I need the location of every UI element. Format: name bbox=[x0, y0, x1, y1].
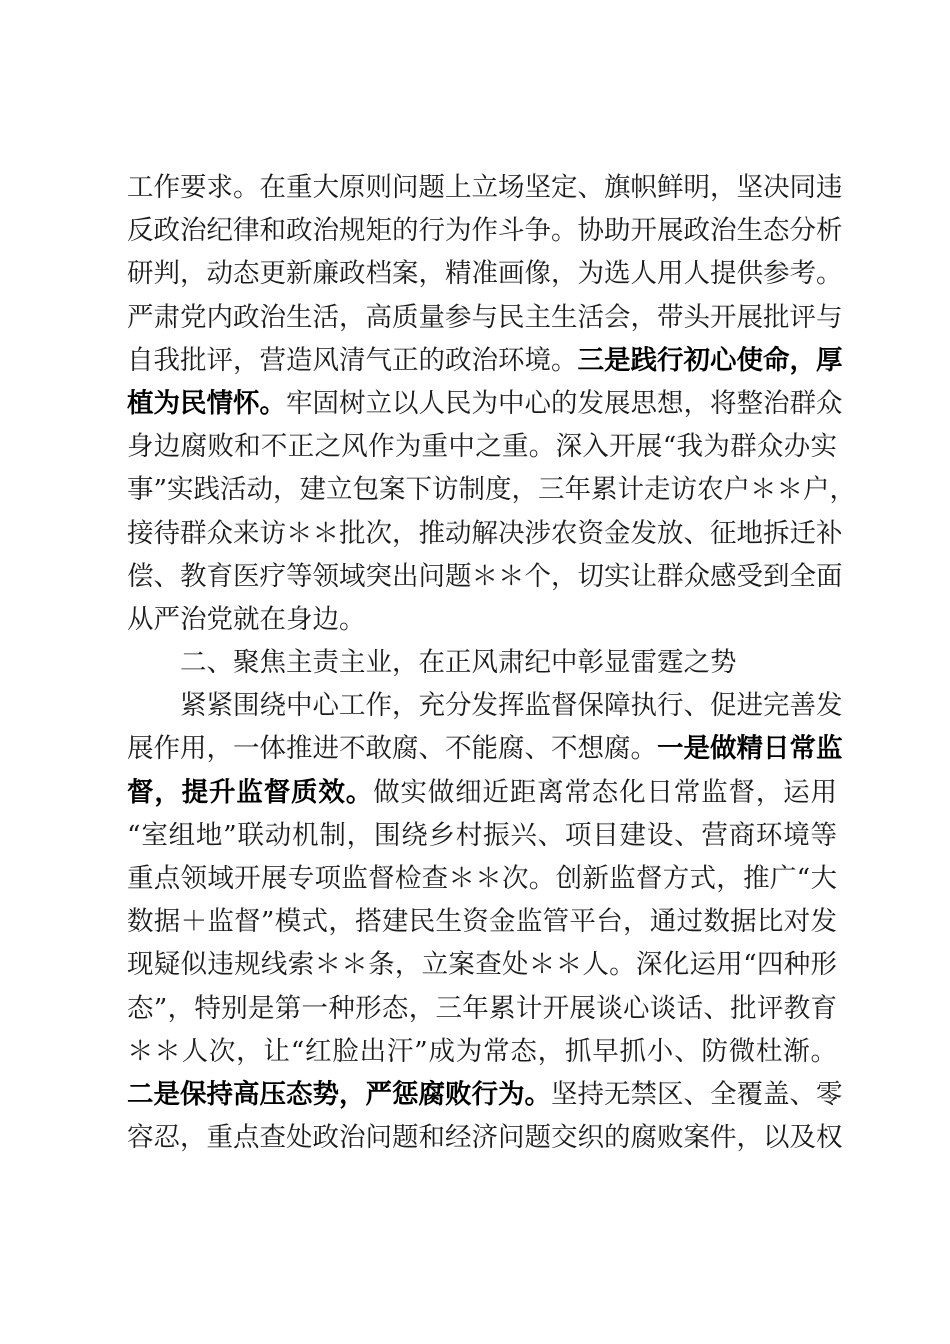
text-line: 严肃党内政治生活，高质量参与民主生活会，带头开展批评与 bbox=[127, 301, 843, 333]
bold-heading-san: 三是践行初心使命，厚 bbox=[577, 344, 843, 376]
section-heading: 二、聚焦主责主业，在正风肃纪中彰显雷霆之势 bbox=[180, 647, 737, 679]
text-line: 数据＋监督”模式，搭建民生资金监管平台，通过数据比对发 bbox=[127, 906, 837, 938]
text-line: 接待群众来访＊＊批次，推动解决涉农资金发放、征地拆迁补 bbox=[127, 517, 843, 549]
text-line: 督，提升监督质效。做实做细近距离常态化日常监督，运用 bbox=[127, 776, 838, 808]
text-line: 重点领域开展专项监督检查＊＊次。创新监督方式，推广“大 bbox=[127, 863, 837, 894]
text-line: 反政治纪律和政治规矩的行为作斗争。协助开展政治生态分析 bbox=[127, 215, 843, 247]
text-line: 身边腐败和不正之风作为重中之重。深入开展“我为群众办实 bbox=[127, 431, 837, 463]
text-line: 从严治党就在身边。 bbox=[127, 603, 366, 635]
text-line: 二是保持高压态势，严惩腐败行为。坚持无禁区、全覆盖、零 bbox=[127, 1078, 843, 1110]
text-line: 现疑似违规线索＊＊条，立案查处＊＊人。深化运用“四种形 bbox=[127, 949, 837, 981]
text-line: 研判，动态更新廉政档案，精准画像，为选人用人提供参考。 bbox=[127, 258, 843, 290]
bold-heading-san-cont: 植为民情怀。 bbox=[127, 387, 286, 419]
text-line: 植为民情怀。牢固树立以人民为中心的发展思想，将整治群众 bbox=[127, 387, 843, 419]
bold-heading-yi: 一是做精日常监 bbox=[657, 733, 843, 765]
bold-heading-er: 二是保持高压态势，严惩腐败行为。 bbox=[127, 1078, 551, 1110]
text-line: 事”实践活动，建立包案下访制度，三年累计走访农户＊＊户， bbox=[127, 474, 857, 506]
text-line: ＊＊人次，让“红脸出汗”成为常态，抓早抓小、防微杜渐。 bbox=[127, 1035, 837, 1067]
text-line: 容忍，重点查处政治问题和经济问题交织的腐败案件，以及权 bbox=[127, 1122, 843, 1154]
text-line: 工作要求。在重大原则问题上立场坚定、旗帜鲜明，坚决同违 bbox=[127, 172, 843, 203]
text-line: 展作用，一体推进不敢腐、不能腐、不想腐。一是做精日常监 bbox=[127, 733, 843, 765]
document-body bbox=[127, 166, 857, 1159]
text-line: “室组地”联动机制，围绕乡村振兴、项目建设、营商环境等 bbox=[127, 819, 837, 851]
text-line: 自我批评，营造风清气正的政治环境。三是践行初心使命，厚 bbox=[127, 344, 843, 376]
text-line: 态”，特别是第一种形态，三年累计开展谈心谈话、批评教育 bbox=[127, 992, 837, 1024]
bold-heading-yi-cont: 督，提升监督质效。 bbox=[127, 776, 374, 808]
text-line: 紧紧围绕中心工作，充分发挥监督保障执行、促进完善发 bbox=[180, 690, 843, 722]
text-line: 偿、教育医疗等领域突出问题＊＊个，切实让群众感受到全面 bbox=[127, 560, 843, 592]
